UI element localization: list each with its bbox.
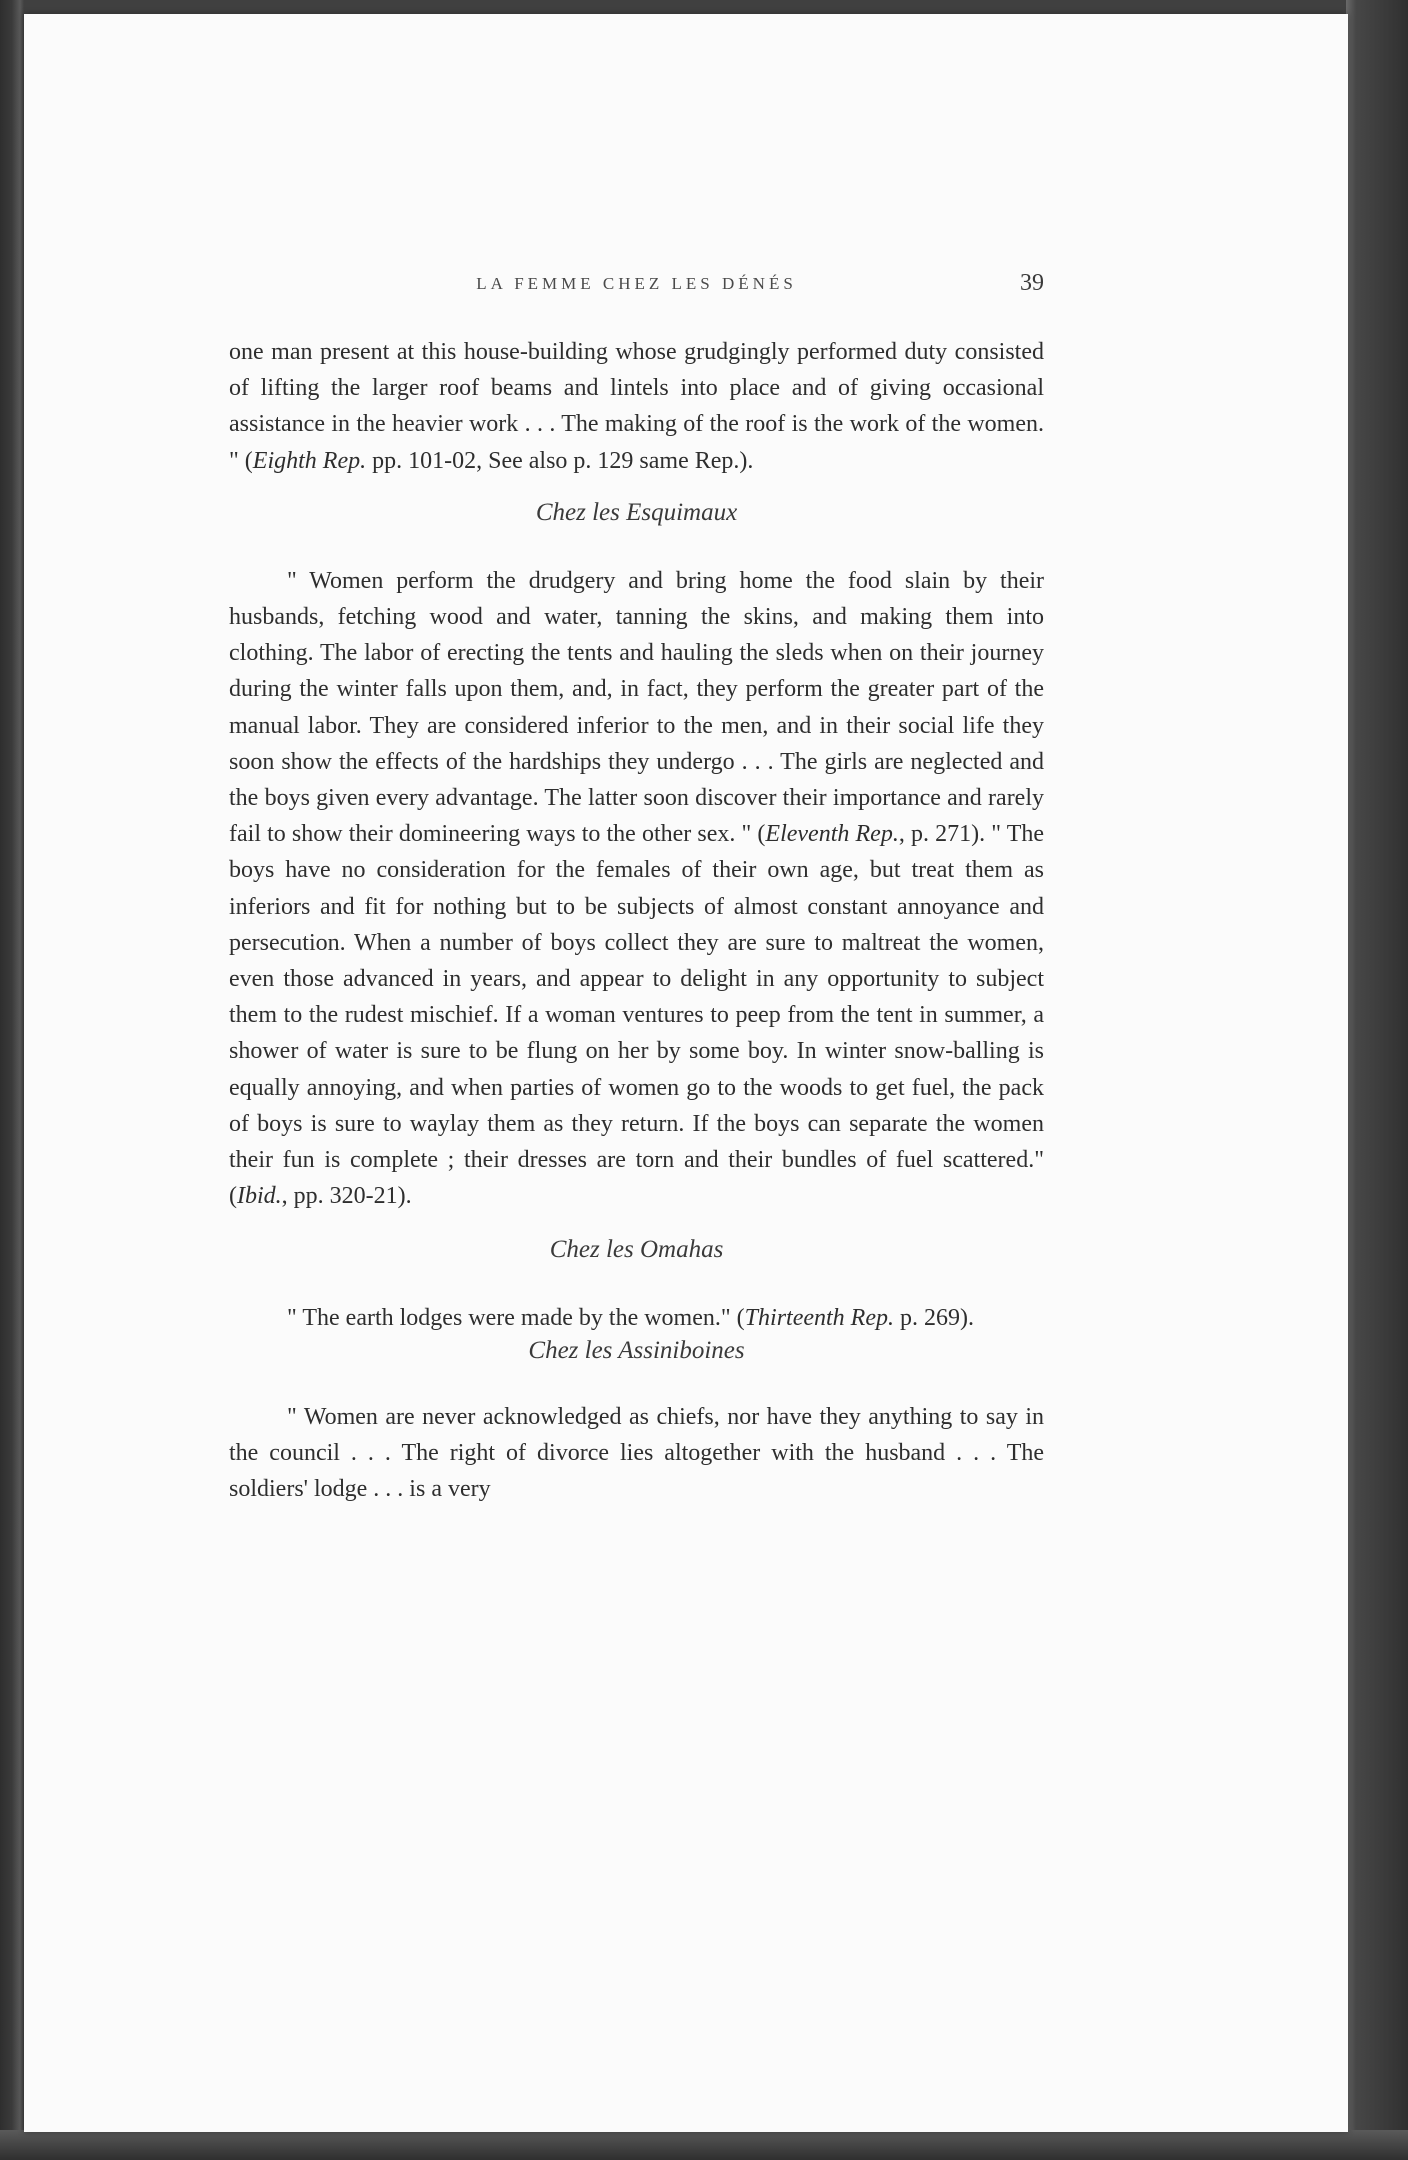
paragraph-text: one man present at this house-building whose grudgingly performed duty consisted of lifting the larger roof beams and lintels into place and of giving occasional assistance in the heavier work . . . The making of the roof is the work of the women. " ( <box>229 339 1044 474</box>
paragraph-text: p. 269). <box>893 1305 974 1332</box>
section-heading-esquimaux: Chez les Esquimaux <box>535 498 738 526</box>
paragraph-text: pp. 101-02, See also p. 129 same Rep.). <box>366 447 754 474</box>
paragraph-text: , pp. 320-21). <box>281 1183 412 1210</box>
running-head <box>229 270 1044 314</box>
citation-italic: Thirteenth Rep. <box>744 1305 894 1332</box>
scan-bottom-edge <box>0 2130 1408 2160</box>
paragraph-text: , p. 271). " The boys have no consideration for the females of their own age, but treat them as inferiors and fit for nothing but to be subjects of almost constant annoyance and persecution. When a number of boys collect they are sure to maltreat the women, even those advanced in years, and appear to delight in any opportunity to subject them to the rudest mischief. If a woman ventures to peep from the tent in summer, a shower of water is sure to be flung on her by some boy. In winter snow-balling is equally annoying, and when parties of women go to the woods to get fuel, the pack of boys is sure to waylay them as they return. If the boys can separate the women their fun is complete ; their dresses are torn and their bundles of fuel scattered." ( <box>229 821 1045 1210</box>
page-content <box>229 270 1045 1507</box>
paragraph-omahas <box>229 1300 1044 1336</box>
paragraph-esquimaux <box>229 563 1044 1215</box>
section-heading-assiniboines: Chez les Assiniboines <box>528 1336 745 1364</box>
citation-italic: Eleventh Rep. <box>765 821 899 848</box>
citation-italic: Eighth Rep. <box>252 447 367 474</box>
scan-right-edge <box>1346 0 1408 2160</box>
citation-italic: Ibid. <box>237 1183 282 1210</box>
paragraph-text: " Women are never acknowledged as chiefs, nor have they anything to say in the council . . . The right of divorce lies altogether with the husband . . . The soldiers' lodge . . . is a very <box>229 1403 1044 1503</box>
page-number: 39 <box>1020 270 1044 296</box>
book-page <box>24 14 1348 2132</box>
section-heading-omahas: Chez les Omahas <box>549 1236 724 1264</box>
paragraph-text: " Women perform the drudgery and bring home the food slain by their husbands, fetching wood and water, tanning the skins, and making them into clothing. The labor of erecting the tents and hauling the sleds when on their journey during the winter falls upon them, and, in fact, they perform the greater part of the manual labor. They are considered inferior to the men, and in their social life they soon show the effects of the hardships they undergo . . . The girls are neglected and the boys given every advantage. The latter soon discover their importance and rarely fail to show their domineering ways to the other sex. " ( <box>229 567 1044 848</box>
paragraph-text: " The earth lodges were made by the women." ( <box>287 1305 745 1332</box>
paragraph-continued <box>229 334 1044 479</box>
running-title: LA FEMME CHEZ LES DÉNÉS <box>476 274 797 293</box>
paragraph-assiniboines <box>229 1399 1044 1508</box>
